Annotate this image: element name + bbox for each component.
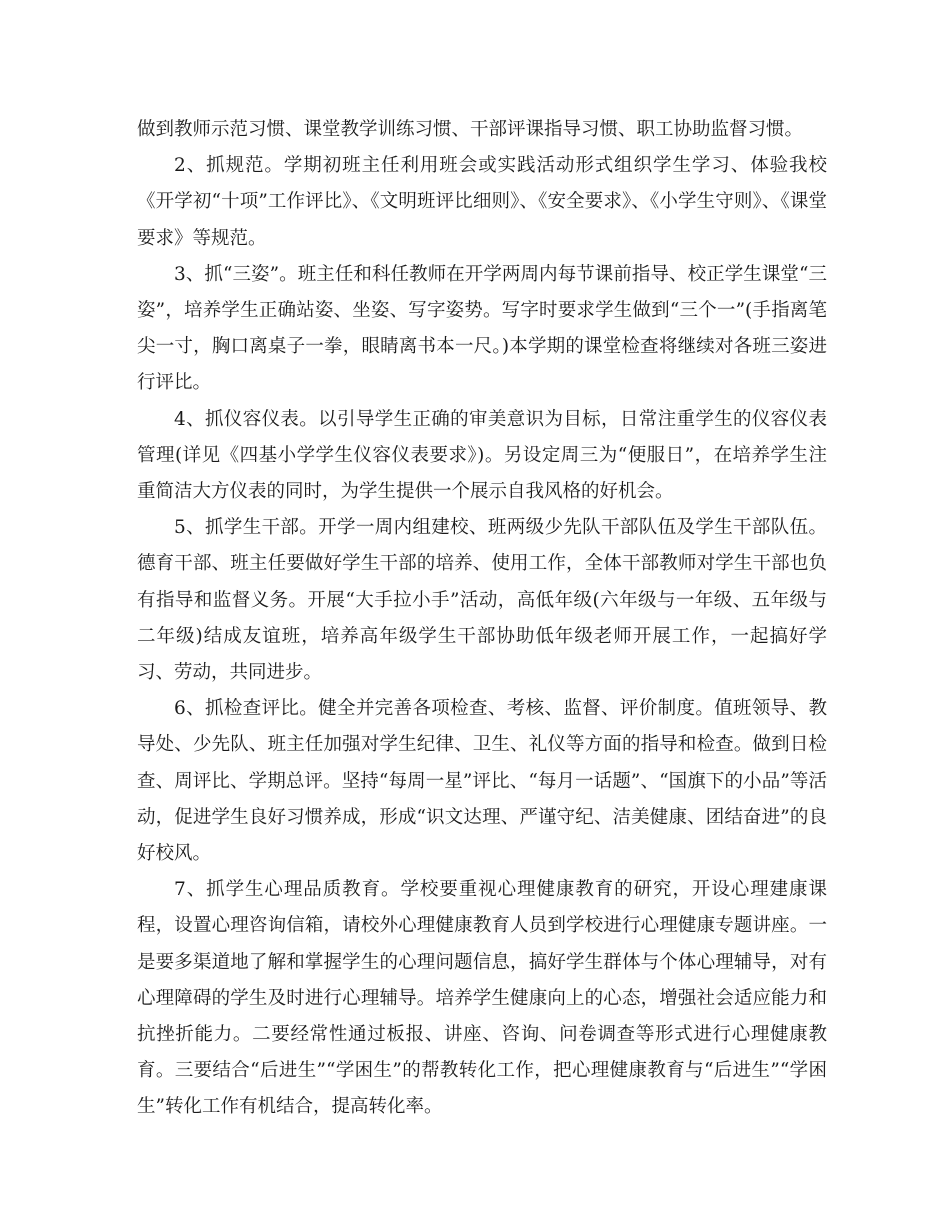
paragraph-continuation: 做到教师示范习惯、课堂教学训练习惯、干部评课指导习惯、职工协助监督习惯。: [137, 119, 804, 140]
document-body: [137, 112, 827, 1126]
paragraph-item-5: 5、抓学生干部。开学一周内组建校、班两级少先队干部队伍及学生干部队伍。德育干部、班主任要做好学生干部的培养、使用工作，全体干部教师对学生干部也负有指导和监督义务。开展“大手拉小手”活动，高低年级(六年级与一年级、五年级与二年级)结成友谊班，培养高年级学生干部协助低年级老师开展工作，一起搞好学习、劳动，共同进步。: [137, 517, 827, 684]
paragraph-item-7: 7、抓学生心理品质教育。学校要重视心理健康教育的研究，开设心理建康课程，设置心理咨询信箱，请校外心理健康教育人员到学校进行心理健康专题讲座。一是要多渠道地了解和掌握学生的心理问题信息，搞好学生群体与个体心理辅导，对有心理障碍的学生及时进行心理辅导。培养学生健康向上的心态，增强社会适应能力和抗挫折能力。二要经常性通过板报、讲座、咨询、问卷调查等形式进行心理健康教育。三要结合“后进生”“学困生”的帮教转化工作，把心理健康教育与“后进生”“学困生”转化工作有机结合，提高转化率。: [137, 879, 827, 1118]
paragraph-item-4: 4、抓仪容仪表。以引导学生正确的审美意识为目标，日常注重学生的仪容仪表管理(详见《四基小学学生仪容仪表要求》)。另设定周三为“便服日”，在培养学生注重简洁大方仪表的同时，为学生提供一个展示自我风格的好机会。: [137, 408, 827, 503]
paragraph-item-2: 2、抓规范。学期初班主任利用班会或实践活动形式组织学生学习、体验我校《开学初“十项”工作评比》、《文明班评比细则》、《安全要求》、《小学生守则》、《课堂要求》等规范。: [137, 155, 827, 249]
paragraph-item-3: 3、抓“三姿”。班主任和科任教师在开学两周内每节课前指导、校正学生课堂“三姿”，培养学生正确站姿、坐姿、写字姿势。写字时要求学生做到“三个一”(手指离笔尖一寸，胸口离桌子一拳，眼睛离书本一尺。)本学期的课堂检查将继续对各班三姿进行评比。: [137, 263, 827, 394]
paragraph-item-6: 6、抓检查评比。健全并完善各项检查、考核、监督、评价制度。值班领导、教导处、少先队、班主任加强对学生纪律、卫生、礼仪等方面的指导和检查。做到日检查、周评比、学期总评。坚持“每周一星”评比、“每月一话题”、“国旗下的小品”等活动，促进学生良好习惯养成，形成“识文达理、严谨守纪、洁美健康、团结奋进”的良好校风。: [137, 698, 827, 865]
